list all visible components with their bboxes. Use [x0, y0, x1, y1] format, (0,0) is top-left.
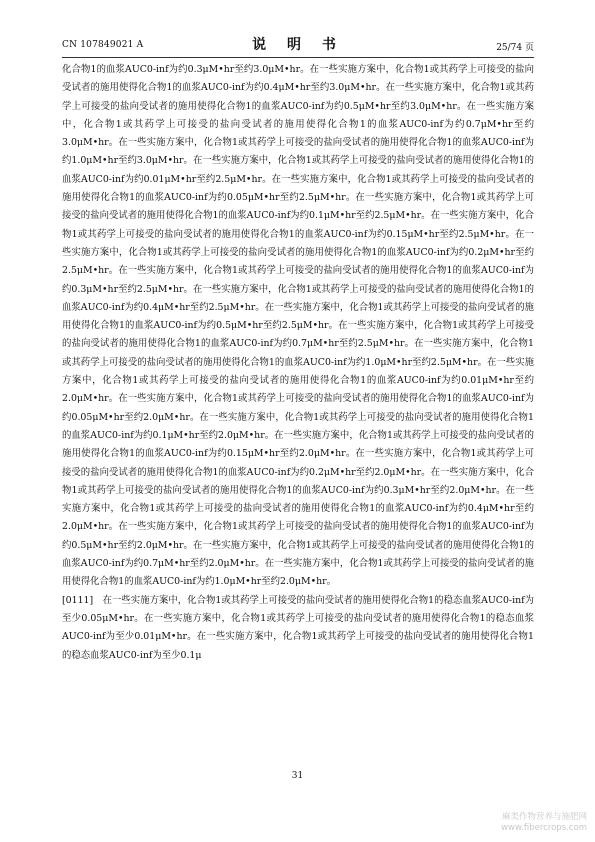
- paragraph-0111: [0111] 在一些实施方案中，化合物1或其药学上可接受的盐向受试者的施用使得化合物1的稳态血浆AUC0-inf为至少0.05μM•hr。在一些实施方案中，化合物1或其药学上可接受的盐向受试者的施用使得化合物1的稳态血浆AUC0-inf为至少0.01μM•hr。在一些实施方案中，化合物1或其药学上可接受的盐向受试者的施用使得化合物1的稳态血浆AUC0-inf为至少0.1μ: [62, 594, 534, 661]
- site-watermark: [501, 812, 587, 834]
- page-reference: 25/74 页: [496, 43, 534, 53]
- page-header: [62, 34, 534, 54]
- patent-number: CN 107849021 A: [62, 40, 144, 50]
- paragraph: 化合物1的血浆AUC0-inf为约0.3μM•hr至约3.0μM•hr。在一些实施方案中，化合物1或其药学上可接受的盐向受试者的施用使得化合物1的血浆AUC0-inf为约0.4μM•hr至约3.0μM•hr。在一些实施方案中，化合物1或其药学上可接受的盐向受试者的施用使得化合物1的血浆AUC0-inf为约0.5μM•hr至约3.0μM•hr。在一些实施方案中，化合物1或其药学上可接受的盐向受试者的施用使得化合物1的血浆AUC0-inf为约0.7μM•hr至约3.0μM•hr。在一些实施方案中，化合物1或其药学上可接受的盐向受试者的施用使得化合物1的血浆AUC0-inf为约1.0μM•hr至约3.0μM•hr。在一些实施方案中，化合物1或其药学上可接受的盐向受试者的施用使得化合物1的血浆AUC0-inf为约0.01μM•hr至约2.5μM•hr。在一些实施方案中，化合物1或其药学上可接受的盐向受试者的施用使得化合物1的血浆AUC0-inf为约0.05μM•hr至约2.5μM•hr。在一些实施方案中，化合物1或其药学上可接受的盐向受试者的施用使得化合物1的血浆AUC0-inf为约0.1μM•hr至约2.5μM•hr。在一些实施方案中，化合物1或其药学上可接受的盐向受试者的施用使得化合物1的血浆AUC0-inf为约0.15μM•hr至约2.5μM•hr。在一些实施方案中，化合物1或其药学上可接受的盐向受试者的施用使得化合物1的血浆AUC0-inf为约0.2μM•hr至约2.5μM•hr。在一些实施方案中，化合物1或其药学上可接受的盐向受试者的施用使得化合物1的血浆AUC0-inf为约0.3μM•hr至约2.5μM•hr。在一些实施方案中，化合物1或其药学上可接受的盐向受试者的施用使得化合物1的血浆AUC0-inf为约0.4μM•hr至约2.5μM•hr。在一些实施方案中，化合物1或其药学上可接受的盐向受试者的施用使得化合物1的血浆AUC0-inf为约0.5μM•hr至约2.5μM•hr。在一些实施方案中，化合物1或其药学上可接受的盐向受试者的施用使得化合物1的血浆AUC0-inf为约0.7μM•hr至约2.5μM•hr。在一些实施方案中，化合物1或其药学上可接受的盐向受试者的施用使得化合物1的血浆AUC0-inf为约1.0μM•hr至约2.5μM•hr。在一些实施方案中，化合物1或其药学上可接受的盐向受试者的施用使得化合物1的血浆AUC0-inf为约0.01μM•hr至约2.0μM•hr。在一些实施方案中，化合物1或其药学上可接受的盐向受试者的施用使得化合物1的血浆AUC0-inf为约0.05μM•hr至约2.0μM•hr。在一些实施方案中，化合物1或其药学上可接受的盐向受试者的施用使得化合物1的血浆AUC0-inf为约0.1μM•hr至约2.0μM•hr。在一些实施方案中，化合物1或其药学上可接受的盐向受试者的施用使得化合物1的血浆AUC0-inf为约0.15μM•hr至约2.0μM•hr。在一些实施方案中，化合物1或其药学上可接受的盐向受试者的施用使得化合物1的血浆AUC0-inf为约0.2μM•hr至约2.0μM•hr。在一些实施方案中，化合物1或其药学上可接受的盐向受试者的施用使得化合物1的血浆AUC0-inf为约0.3μM•hr至约2.0μM•hr。在一些实施方案中，化合物1或其药学上可接受的盐向受试者的施用使得化合物1的血浆AUC0-inf为约0.4μM•hr至约2.0μM•hr。在一些实施方案中，化合物1或其药学上可接受的盐向受试者的施用使得化合物1的血浆AUC0-inf为约0.5μM•hr至约2.0μM•hr。在一些实施方案中，化合物1或其药学上可接受的盐向受试者的施用使得化合物1的血浆AUC0-inf为约0.7μM•hr至约2.0μM•hr。在一些实施方案中，化合物1或其药学上可接受的盐向受试者的施用使得化合物1的血浆AUC0-inf为约1.0μM•hr至约2.0μM•hr。: [62, 64, 534, 588]
- page-number: 31: [291, 771, 304, 781]
- document-body: [62, 61, 534, 665]
- header-divider: [62, 57, 534, 58]
- watermark-line-1: 麻类作物营养与施肥网: [501, 812, 587, 822]
- document-title: 说 明 书: [252, 37, 344, 53]
- watermark-line-2: www.fibercrops.com: [501, 823, 587, 833]
